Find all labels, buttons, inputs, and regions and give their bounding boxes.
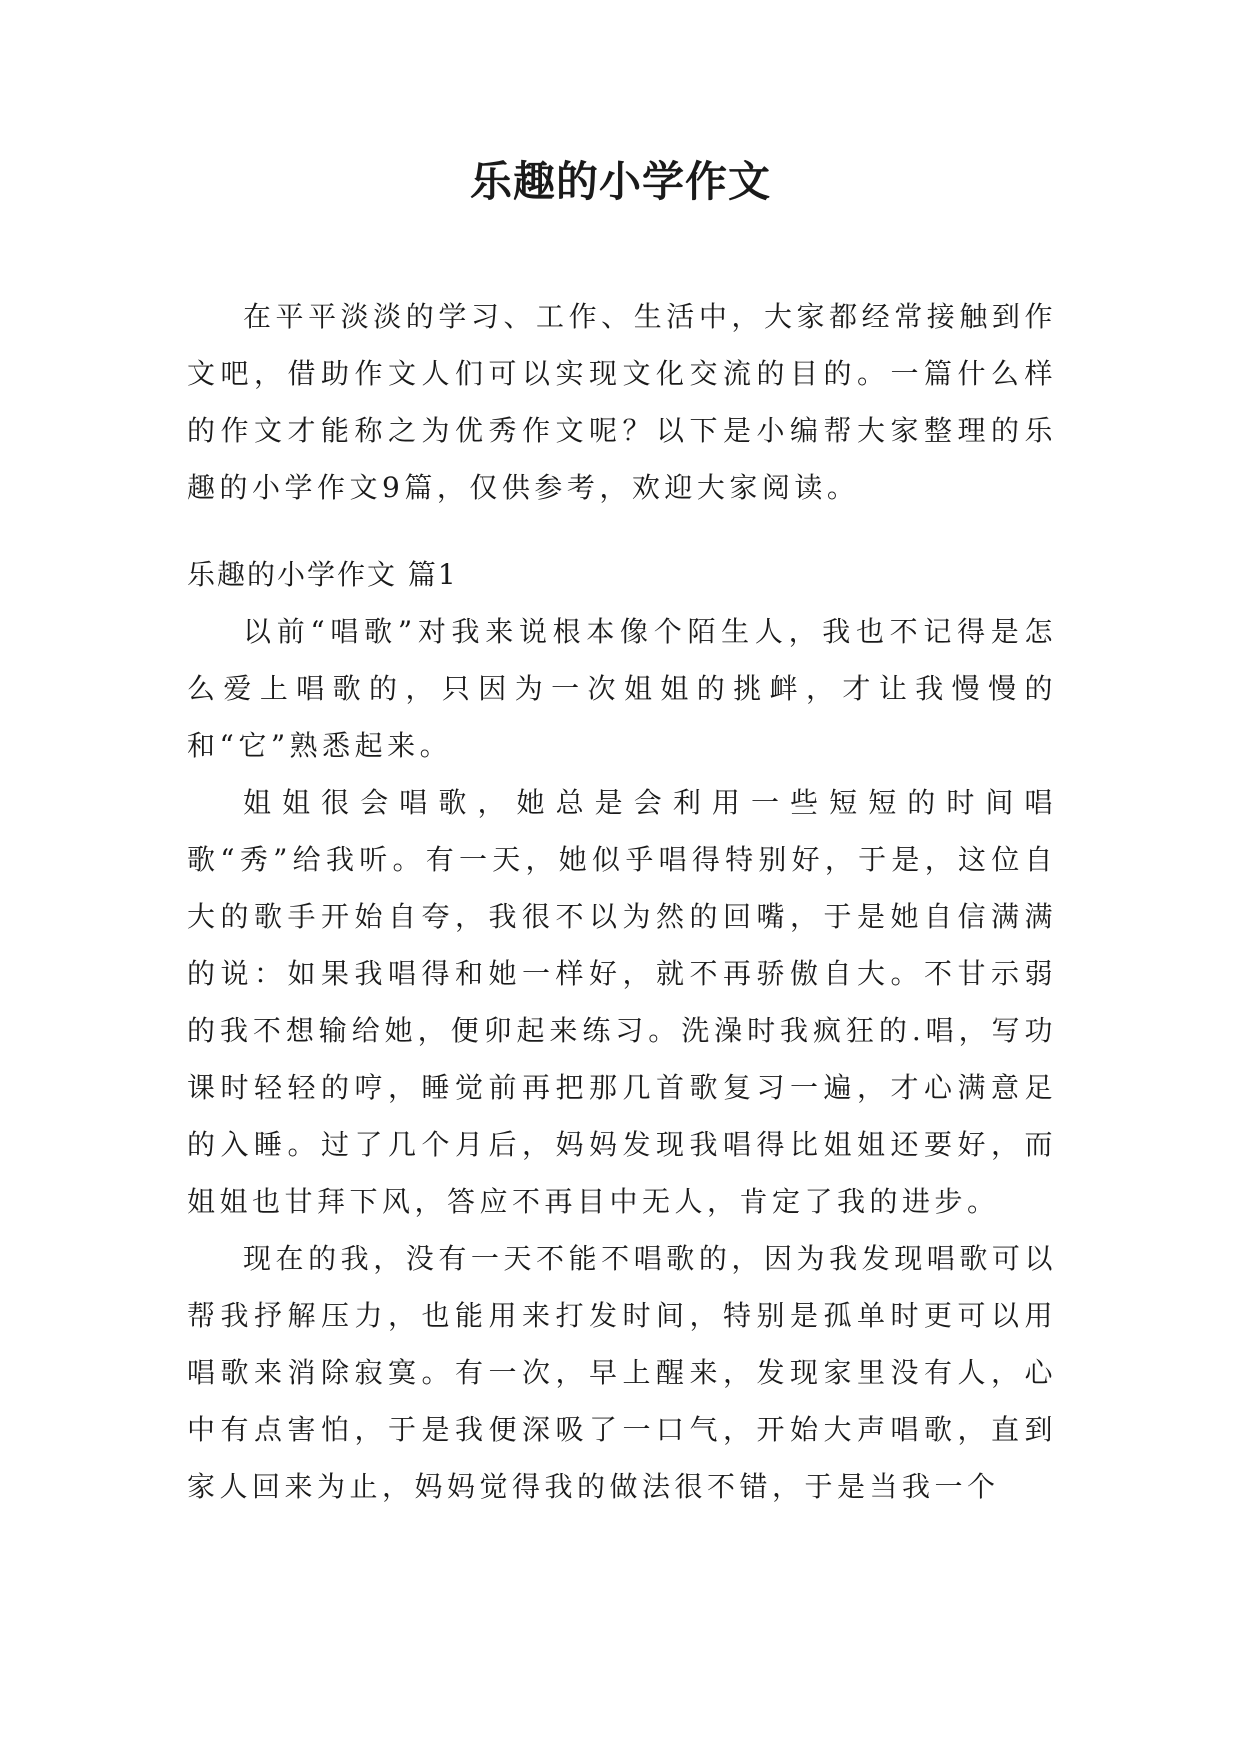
body-paragraph: 现在的我，没有一天不能不唱歌的，因为我发现唱歌可以帮我抒解压力，也能用来打发时间，特别是孤单时更可以用唱歌来消除寂寞。有一次，早上醒来，发现家里没有人，心中有点害怕，于是我便深吸了一口气，开始大声唱歌，直到家人回来为止，妈妈觉得我的做法很不错，于是当我一个 — [187, 1242, 1057, 1503]
document-title: 乐趣的小学作文 — [469, 157, 771, 206]
body-paragraph: 姐姐很会唱歌，她总是会利用一些短短的时间唱歌“秀”给我听。有一天，她似乎唱得特别好，于是，这位自大的歌手开始自夸，我很不以为然的回嘴，于是她自信满满的说：如果我唱得和她一样好，就不再骄傲自大。不甘示弱的我不想输给她，便卯起来练习。洗澡时我疯狂的.唱，写功课时轻轻的哼，睡觉前再把那几首歌复习一遍，才心满意足的入睡。过了几个月后，妈妈发现我唱得比姐姐还要好，而姐姐也甘拜下风，答应不再目中无人，肯定了我的进步。 — [187, 786, 1057, 1218]
document-body — [187, 288, 1057, 1515]
body-paragraph: 以前“唱歌”对我来说根本像个陌生人，我也不记得是怎么爱上唱歌的，只因为一次姐姐的挑衅，才让我慢慢的和“它”熟悉起来。 — [187, 615, 1057, 762]
section-heading: 乐趣的小学作文 篇1 — [187, 558, 458, 591]
intro-paragraph: 在平平淡淡的学习、工作、生活中，大家都经常接触到作文吧，借助作文人们可以实现文化交流的目的。一篇什么样的作文才能称之为优秀作文呢？以下是小编帮大家整理的乐趣的小学作文9篇，仅供参考，欢迎大家阅读。 — [187, 300, 1057, 504]
